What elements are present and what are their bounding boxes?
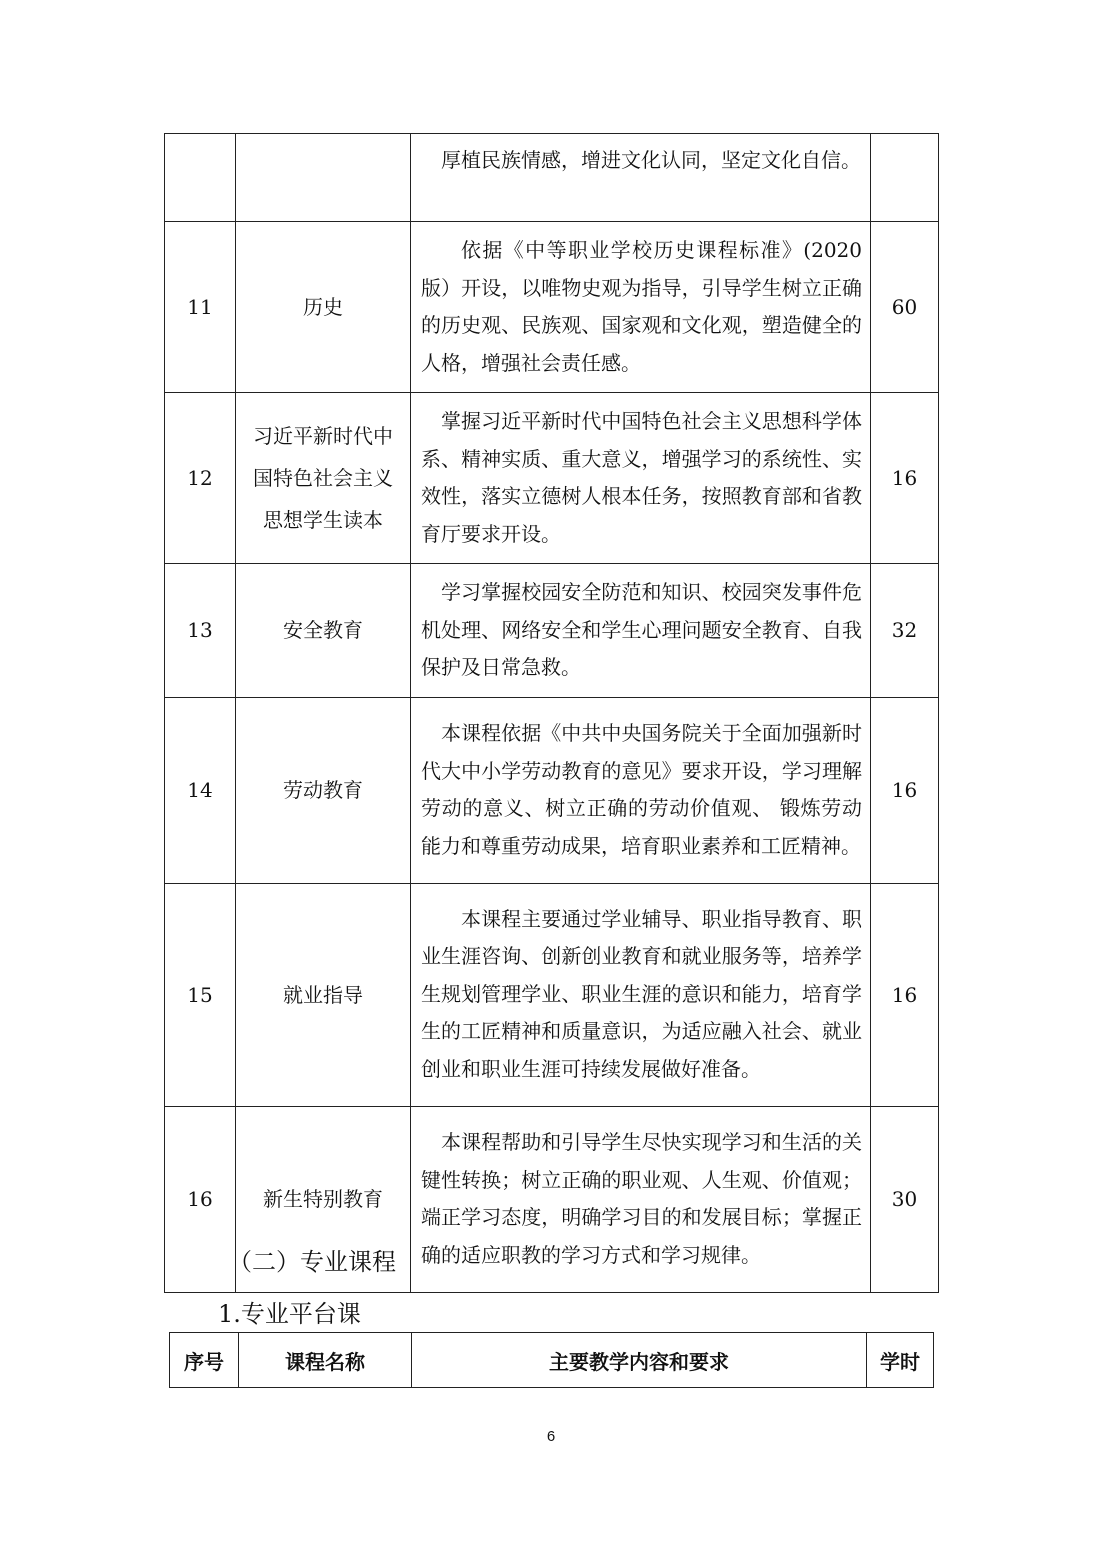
course-hours: 16 [871, 697, 939, 883]
course-name: 劳动教育 [236, 697, 411, 883]
table-row [165, 393, 939, 564]
row-number: 12 [165, 393, 236, 564]
course-name: 就业指导 [236, 883, 411, 1106]
table-row [165, 134, 939, 222]
row-number: 13 [165, 564, 236, 698]
course-content: 本课程帮助和引导学生尽快实现学习和生活的关键性转换；树立正确的职业观、人生观、价值观；端正学习态度，明确学习目的和发展目标；掌握正确的适应职教的学习方式和学习规律。 [411, 1106, 871, 1292]
course-name: 安全教育 [236, 564, 411, 698]
course-hours: 30 [871, 1106, 939, 1292]
course-content: 本课程主要通过学业辅导、职业指导教育、职业生涯咨询、创新创业教育和就业服务等，培养学生规划管理学业、职业生涯的意识和能力，培育学生的工匠精神和质量意识，为适应融入社会、就业创业和职业生涯可持续发展做好准备。 [411, 883, 871, 1106]
header-course-name: 课程名称 [239, 1333, 412, 1388]
table-row [165, 222, 939, 393]
course-hours [871, 134, 939, 222]
course-content: 厚植民族情感，增进文化认同，坚定文化自信。 [411, 134, 871, 222]
header-content: 主要教学内容和要求 [412, 1333, 867, 1388]
course-name: 历史 [236, 222, 411, 393]
row-number: 14 [165, 697, 236, 883]
course-hours: 32 [871, 564, 939, 698]
course-name [236, 134, 411, 222]
sub-heading: 1.专业平台课 [218, 1300, 361, 1328]
platform-course-table-header [169, 1332, 934, 1388]
course-hours: 16 [871, 883, 939, 1106]
course-name: 新生特别教育 [236, 1106, 411, 1292]
course-content: 掌握习近平新时代中国特色社会主义思想科学体系、精神实质、重大意义，增强学习的系统性、实效性，落实立德树人根本任务，按照教育部和省教育厅要求开设。 [411, 393, 871, 564]
table-row [165, 697, 939, 883]
row-number: 15 [165, 883, 236, 1106]
row-number [165, 134, 236, 222]
table-row [165, 564, 939, 698]
row-number: 11 [165, 222, 236, 393]
table-row [165, 883, 939, 1106]
course-hours: 60 [871, 222, 939, 393]
course-table [164, 133, 939, 1293]
header-hours: 学时 [867, 1333, 934, 1388]
course-content: 学习掌握校园安全防范和知识、校园突发事件危机处理、网络安全和学生心理问题安全教育、自我保护及日常急救。 [411, 564, 871, 698]
course-content: 依据《中等职业学校历史课程标准》(2020版）开设，以唯物史观为指导，引导学生树立正确的历史观、民族观、国家观和文化观，塑造健全的人格，增强社会责任感。 [411, 222, 871, 393]
course-name: 习近平新时代中国特色社会主义思想学生读本 [236, 393, 411, 564]
section-heading: （二）专业课程 [228, 1248, 396, 1276]
page-number: 6 [546, 1428, 556, 1445]
course-hours: 16 [871, 393, 939, 564]
course-content: 本课程依据《中共中央国务院关于全面加强新时代大中小学劳动教育的意见》要求开设，学习理解劳动的意义、树立正确的劳动价值观、 锻炼劳动能力和尊重劳动成果，培育职业素养和工匠精神。 [411, 697, 871, 883]
table-header-row [170, 1333, 934, 1388]
row-number: 16 [165, 1106, 236, 1292]
header-number: 序号 [170, 1333, 239, 1388]
